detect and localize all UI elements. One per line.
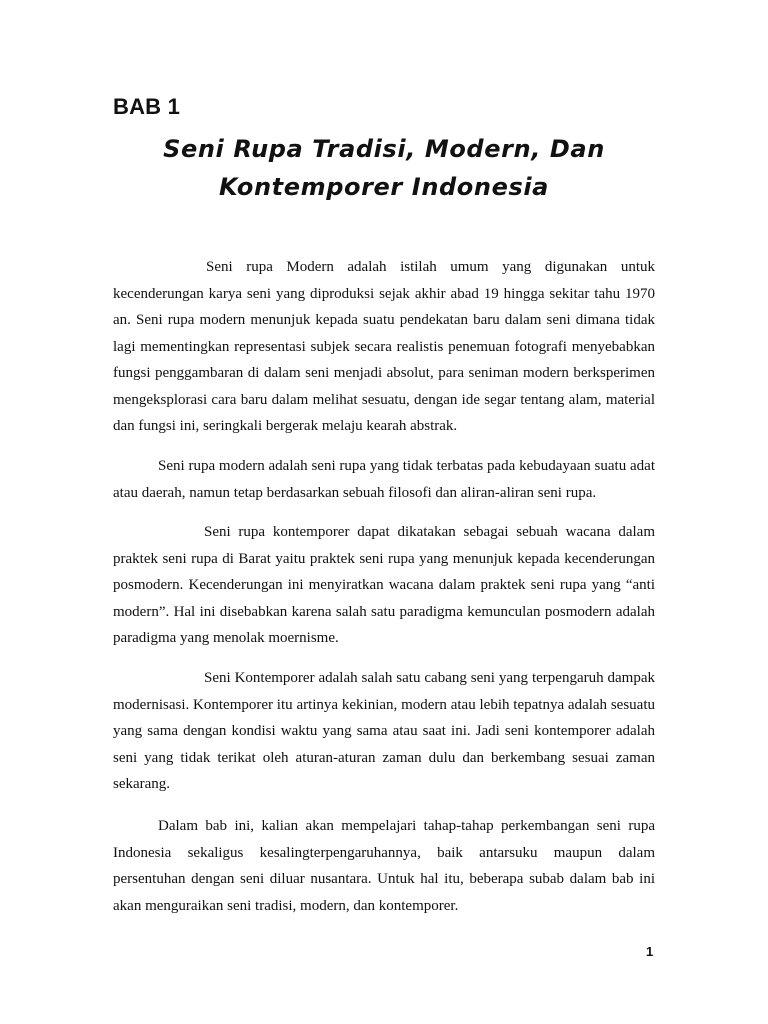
paragraph-contemporary-definition: Seni Kontemporer adalah salah satu cabang seni yang terpengaruh dampak modernisasi. Kontemporer itu artinya kekinian, modern atau lebih tepatnya adalah sesuatu yang sama dengan kondisi waktu yang sama atau saat ini. Jadi seni kontemporer adalah seni yang tidak terikat oleh aturan-aturan zaman dulu dan berkembang sesuai zaman sekarang. <box>113 670 655 792</box>
paragraph-chapter-overview: Dalam bab ini, kalian akan mempelajari tahap-tahap perkembangan seni rupa Indonesia sekaligus kesalingterpengaruhannya, baik antarsuku maupun dalam persentuhan dengan seni diluar nusantara. Untuk hal itu, beberapa subab dalam bab ini akan menguraikan seni tradisi, modern, dan kontemporer. <box>113 818 655 914</box>
paragraph-modern-art-definition: Seni rupa Modern adalah istilah umum yang digunakan untuk kecenderungan karya seni yang diproduksi sejak akhir abad 19 hingga sekitar tahu 1970 an. Seni rupa modern menunjuk kepada suatu pendekatan baru dalam seni dimana tidak lagi mementingkan representasi subjek secara realistis penemuan fotografi menyebabkan fungsi penggambaran di dalam seni menjadi absolut, para seniman modern berksperimen mengeksplorasi cara baru dalam melihat sesuatu, dengan ide segar tentang alam, material dan fungsi ini, seringkali bergerak melaju kearah abstrak. <box>113 259 655 434</box>
chapter-title-line-1: Seni Rupa Tradisi, Modern, Dan <box>163 135 605 163</box>
chapter-title-line-2: Kontemporer Indonesia <box>219 173 549 201</box>
page-number: 1 <box>646 944 654 959</box>
chapter-label: BAB 1 <box>113 94 181 119</box>
paragraph-contemporary-discourse: Seni rupa kontemporer dapat dikatakan sebagai sebuah wacana dalam praktek seni rupa di Barat yaitu praktek seni rupa yang menunjuk kepada kecenderungan posmodern. Kecenderungan ini menyiratkan wacana dalam praktek seni rupa yang “anti modern”. Hal ini disebabkan karena salah satu paradigma kemunculan posmodern adalah paradigma yang menolak moernisme. <box>113 524 655 646</box>
paragraph-modern-art-scope: Seni rupa modern adalah seni rupa yang tidak terbatas pada kebudayaan suatu adat atau daerah, namun tetap berdasarkan sebuah filosofi dan aliran-aliran seni rupa. <box>113 458 655 501</box>
chapter-title <box>113 130 655 206</box>
